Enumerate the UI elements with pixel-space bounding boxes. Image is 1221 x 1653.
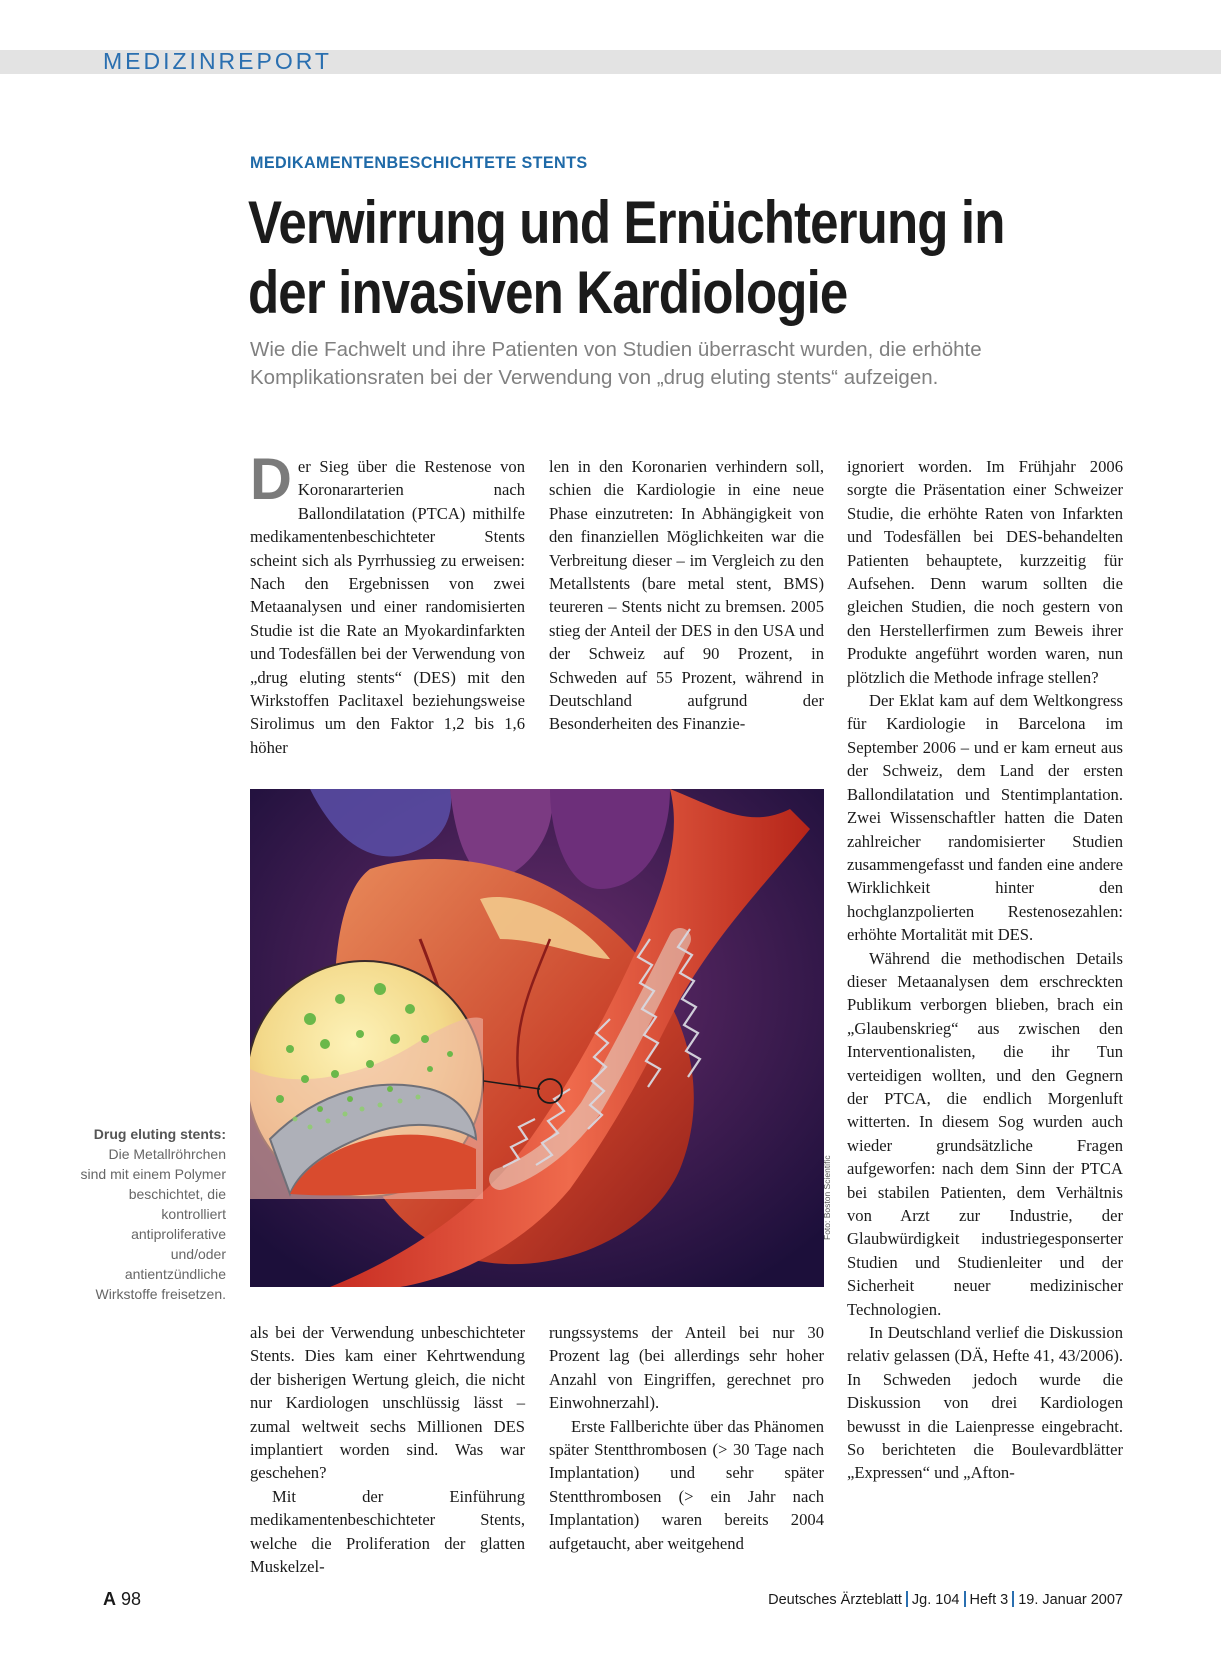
paragraph: len in den Koronarien verhindern soll, schien die Kardiologie in eine neue Phase einzutreten: In Abhängigkeit von den finanziellen Möglichkeiten war die Verbreitung dieser – im Vergleich zu den Metallstents (bare metal stent, BMS) teureren – Stents nicht zu bremsen. 2005 stieg der Anteil der DES in den USA und der Schweiz auf 90 Prozent, in Schweden auf 55 Prozent, während in Deutschland aufgrund der Besonderheiten des Finanzie- (549, 457, 824, 734)
journal-footer (768, 1591, 1123, 1608)
paragraph: er Sieg über die Restenose von Koronararterien nach Ballondilatation (PTCA) mithilfe medikamentenbeschichteter Stents scheint sich als Pyrrhussieg zu erweisen: Nach den Ergebnissen von zwei Metaanalysen und einer randomisierten Studie ist die Rate an Myokardinfarkten und Todesfällen bei der Verwendung von „drug eluting stents“ (DES) mit den Wirkstoffen Paclitaxel beziehungsweise Sirolimus um den Faktor 1,2 bis 1,6 höher (250, 457, 525, 757)
page-number (103, 1589, 141, 1610)
issue: Heft 3 (969, 1592, 1009, 1608)
journal-name: Deutsches Ärzteblatt (768, 1592, 902, 1608)
paragraph: Mit der Einführung medikamentenbeschichteter Stents, welche die Proliferation der glatten Muskelzel- (250, 1486, 525, 1577)
divider (964, 1591, 966, 1607)
article-kicker: MEDIKAMENTENBESCHICHTETE STENTS (250, 153, 588, 172)
divider (906, 1591, 908, 1607)
column-3 (847, 455, 1123, 1485)
photo-credit: Foto: Boston Scientific (822, 1155, 832, 1240)
paragraph: rungssystems der Anteil bei nur 30 Prozent lag (bei allerdings sehr hoher Anzahl von Eingriffen, gerechnet pro Einwohnerzahl). (549, 1323, 824, 1413)
figure-caption (80, 1124, 226, 1304)
page-prefix: A (103, 1589, 116, 1609)
paragraph: ignoriert worden. Im Frühjahr 2006 sorgte die Präsentation einer Schweizer Studie, die erhöhte Raten von Infarkten und Todesfällen bei DES-behandelten Patienten behauptete, kurzzeitig für Aufsehen. Denn warum sollten die gleichen Studien, die noch gestern von den Herstellerfirmen zum Beweis ihrer Produkte angeführt worden waren, nun plötzlich die Methode infrage stellen? (847, 457, 1123, 687)
headline-line-2: der invasiven Kardiologie (248, 259, 848, 326)
headline-line-1: Verwirrung und Ernüchterung in (248, 189, 1005, 256)
paragraph: Der Eklat kam auf dem Weltkongress für Kardiologie in Barcelona im September 2006 – und er kam erneut aus der Schweiz, dem Land der ersten Ballondilatation und Stentimplantation. Zwei Wissenschaftler hatten die Daten zahlreicher randomisierter Studien zusammengefasst und fanden eine andere Wirklichkeit hinter den hochglanzpolierten Restenosezahlen: erhöhte Mortalität mit DES. (847, 691, 1123, 945)
paragraph: In Deutschland verlief die Diskussion relativ gelassen (DÄ, Hefte 41, 43/2006). In Schweden jedoch wurde die Diskussion von drei Kardiologen bewusst in die Laienpresse eingebracht. So berichteten die Boulevardblätter „Expressen“ und „Afton- (847, 1323, 1123, 1483)
column-1-bottom (250, 1321, 525, 1578)
paragraph: Während die methodischen Details dieser Metaanalysen dem erschreckten Publikum verborgen blieben, brach ein „Glaubenskrieg“ aus zwischen den Interventionalisten, die ihr Tun verteidigen wollten, und den Gegnern der PTCA, die endlich Morgenluft witterten. In diesem Sog wurden auch wieder grundsätzliche Fragen aufgeworfen: nach dem Sinn der PTCA bei stabilen Patienten, dem Verhältnis von Arzt zur Industrie, der Glaubwürdigkeit industriegesponserter Studien und Studienleiter und der Sicherheit neuer medizinischer Technologien. (847, 948, 1123, 1319)
page-number-value: 98 (121, 1589, 142, 1609)
paragraph: Erste Fallberichte über das Phänomen später Stentthrombosen (> 30 Tage nach Implantation) und sehr später Stentthrombosen (> ein Jahr nach Implantation) waren bereits 2004 aufgetaucht, aber weitgehend (549, 1416, 824, 1553)
issue-date: 19. Januar 2007 (1018, 1592, 1123, 1608)
stent-illustration (250, 789, 824, 1287)
column-1-top (250, 447, 525, 759)
caption-text: Die Metallröhrchen sind mit einem Polymer beschichtet, die kontrolliert antiproliferative und/oder antientzündliche Wirkstoffe freisetzen. (80, 1146, 226, 1302)
drop-cap: D (250, 447, 292, 512)
column-2-top (549, 455, 824, 736)
divider (1012, 1591, 1014, 1607)
column-2-bottom (549, 1321, 824, 1555)
caption-title: Drug eluting stents: (93, 1126, 226, 1142)
article-headline (248, 188, 1013, 328)
section-label: MEDIZINREPORT (103, 48, 332, 74)
paragraph: als bei der Verwendung unbeschichteter Stents. Dies kam einer Kehrtwendung der bisherigen Wertung gleich, die nicht nur Kardiologen unschlüssig lässt – zumal weltweit sechs Millionen DES implantiert worden sind. Was war geschehen? (250, 1323, 525, 1483)
volume: Jg. 104 (911, 1592, 960, 1608)
article-standfirst: Wie die Fachwelt und ihre Patienten von Studien überrascht wurden, die erhöhte Komplikationsraten bei der Verwendung von „drug eluting stents“ aufzeigen. (250, 338, 982, 389)
